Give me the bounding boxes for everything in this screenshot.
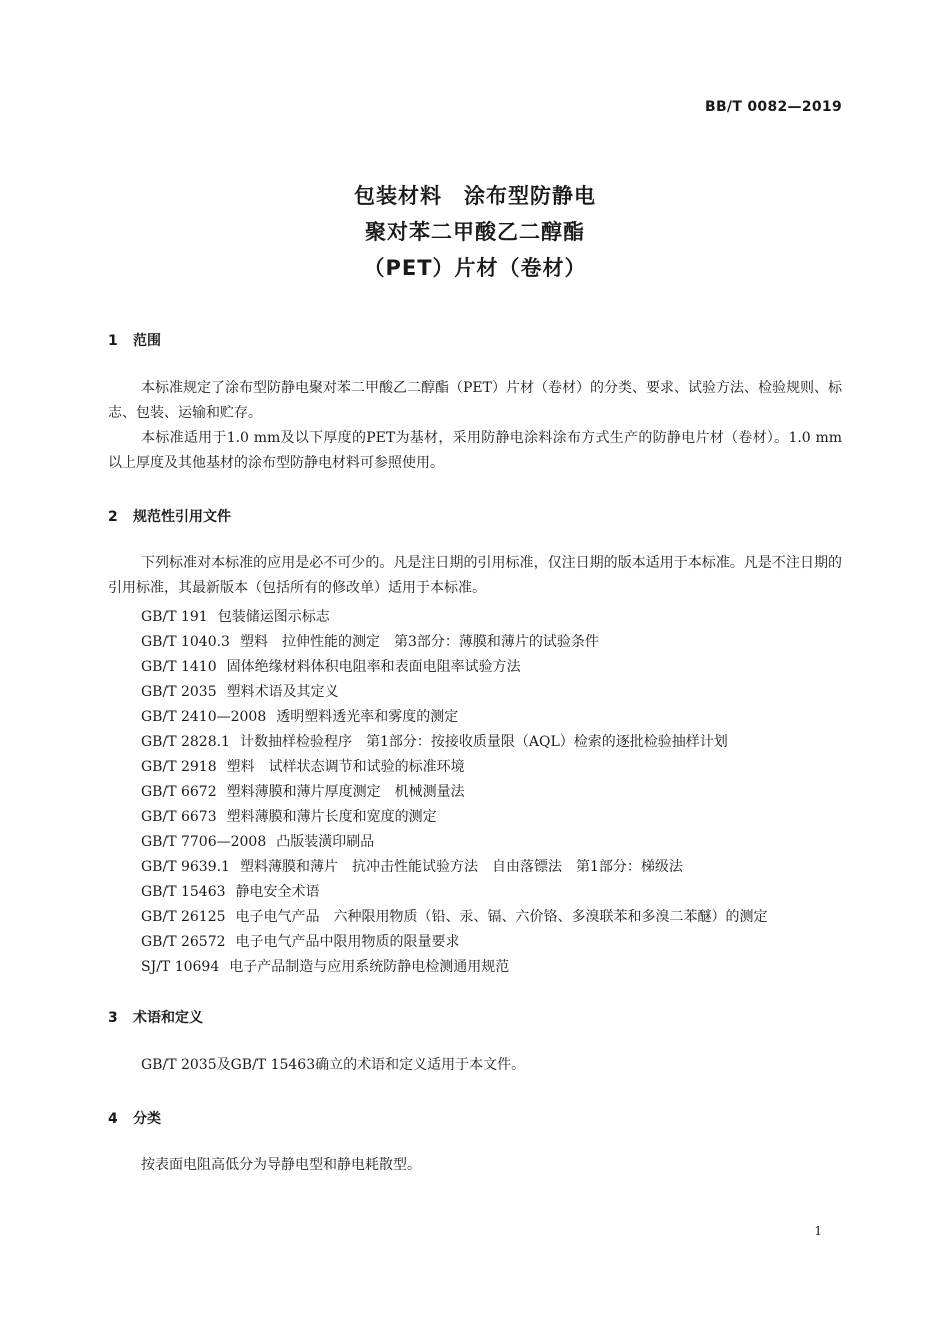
section-1-paragraph-2: 本标准适用于1.0 mm及以下厚度的PET为基材，采用防静电涂料涂布方式生产的防静电片材（卷材）。1.0 mm以上厚度及其他基材的涂布型防静电材料可参照使用。 — [108, 430, 842, 471]
reference-title: 包装储运图示标志 — [217, 609, 330, 625]
reference-code: GB/T 2918 — [141, 759, 217, 775]
section-3-paragraph-1: GB/T 2035及GB/T 15463确立的术语和定义适用于本文件。 — [141, 1057, 526, 1073]
section-3-heading — [108, 1007, 203, 1027]
reference-code: GB/T 2828.1 — [141, 734, 230, 750]
reference-code: GB/T 2035 — [141, 684, 217, 700]
reference-item — [141, 606, 330, 626]
reference-code: GB/T 2410—2008 — [141, 709, 267, 725]
reference-item — [141, 956, 509, 976]
section-number: 2 — [108, 509, 118, 525]
reference-item — [141, 931, 460, 951]
reference-code: GB/T 1410 — [141, 659, 217, 675]
reference-title: 电子电气产品中限用物质的限量要求 — [235, 934, 460, 950]
section-1-paragraph-1: 本标准规定了涂布型防静电聚对苯二甲酸乙二醇酯（PET）片材（卷材）的分类、要求、试验方法、检验规则、标志、包装、运输和贮存。 — [108, 380, 842, 421]
reference-item — [141, 731, 728, 751]
title-line-3: （PET）片材（卷材） — [363, 256, 587, 280]
reference-code: GB/T 9639.1 — [141, 859, 230, 875]
section-number: 4 — [108, 1111, 118, 1127]
reference-item — [141, 706, 458, 726]
reference-code: GB/T 191 — [141, 609, 208, 625]
reference-item — [141, 881, 320, 901]
reference-title: 塑料薄膜和薄片 抗冲击性能试验方法 自由落镖法 第1部分：梯级法 — [239, 859, 683, 875]
reference-title: 计数抽样检验程序 第1部分：按接收质量限（AQL）检索的逐批检验抽样计划 — [239, 734, 728, 750]
title-line-1: 包装材料 涂布型防静电 — [354, 184, 596, 208]
reference-title: 塑料薄膜和薄片长度和宽度的测定 — [226, 809, 437, 825]
standard-code: BB/T 0082—2019 — [704, 99, 842, 115]
section-title: 分类 — [133, 1111, 161, 1127]
reference-title: 电子产品制造与应用系统防静电检测通用规范 — [229, 959, 510, 975]
section-4-heading — [108, 1108, 161, 1128]
section-title: 术语和定义 — [133, 1010, 203, 1026]
reference-title: 凸版装潢印刷品 — [276, 834, 375, 850]
reference-item — [141, 681, 339, 701]
reference-code: SJ/T 10694 — [141, 959, 220, 975]
reference-item — [141, 781, 465, 801]
reference-code: GB/T 15463 — [141, 884, 226, 900]
section-title: 范围 — [133, 333, 161, 349]
reference-title: 电子电气产品 六种限用物质（铅、汞、镉、六价铬、多溴联苯和多溴二苯醚）的测定 — [235, 909, 768, 925]
reference-item — [141, 656, 521, 676]
section-4-paragraph-1: 按表面电阻高低分为导静电型和静电耗散型。 — [141, 1157, 421, 1173]
reference-title: 透明塑料透光率和雾度的测定 — [276, 709, 459, 725]
reference-item — [141, 831, 374, 851]
reference-code: GB/T 6673 — [141, 809, 217, 825]
reference-code: GB/T 1040.3 — [141, 634, 230, 650]
title-line-2: 聚对苯二甲酸乙二醇酯 — [365, 220, 585, 244]
reference-title: 塑料术语及其定义 — [226, 684, 339, 700]
reference-item — [141, 756, 465, 776]
reference-code: GB/T 26125 — [141, 909, 226, 925]
reference-code: GB/T 7706—2008 — [141, 834, 267, 850]
reference-title: 塑料 拉伸性能的测定 第3部分：薄膜和薄片的试验条件 — [239, 634, 599, 650]
reference-item — [141, 856, 683, 876]
page-number: 1 — [814, 1224, 822, 1238]
reference-item — [141, 806, 437, 826]
section-2-heading — [108, 506, 231, 526]
reference-title: 塑料薄膜和薄片厚度测定 机械测量法 — [226, 784, 465, 800]
section-title: 规范性引用文件 — [133, 509, 231, 525]
section-number: 1 — [108, 333, 118, 349]
section-number: 3 — [108, 1010, 118, 1026]
reference-title: 固体绝缘材料体积电阻率和表面电阻率试验方法 — [226, 659, 521, 675]
reference-item — [141, 906, 768, 926]
section-1-heading — [108, 330, 161, 350]
reference-code: GB/T 6672 — [141, 784, 217, 800]
reference-code: GB/T 26572 — [141, 934, 226, 950]
document-title — [0, 178, 950, 286]
reference-item — [141, 631, 599, 651]
section-2-paragraph-1: 下列标准对本标准的应用是必不可少的。凡是注日期的引用标准，仅注日期的版本适用于本标准。凡是不注日期的引用标准，其最新版本（包括所有的修改单）适用于本标准。 — [108, 555, 842, 596]
reference-title: 静电安全术语 — [235, 884, 320, 900]
reference-title: 塑料 试样状态调节和试验的标准环境 — [226, 759, 465, 775]
